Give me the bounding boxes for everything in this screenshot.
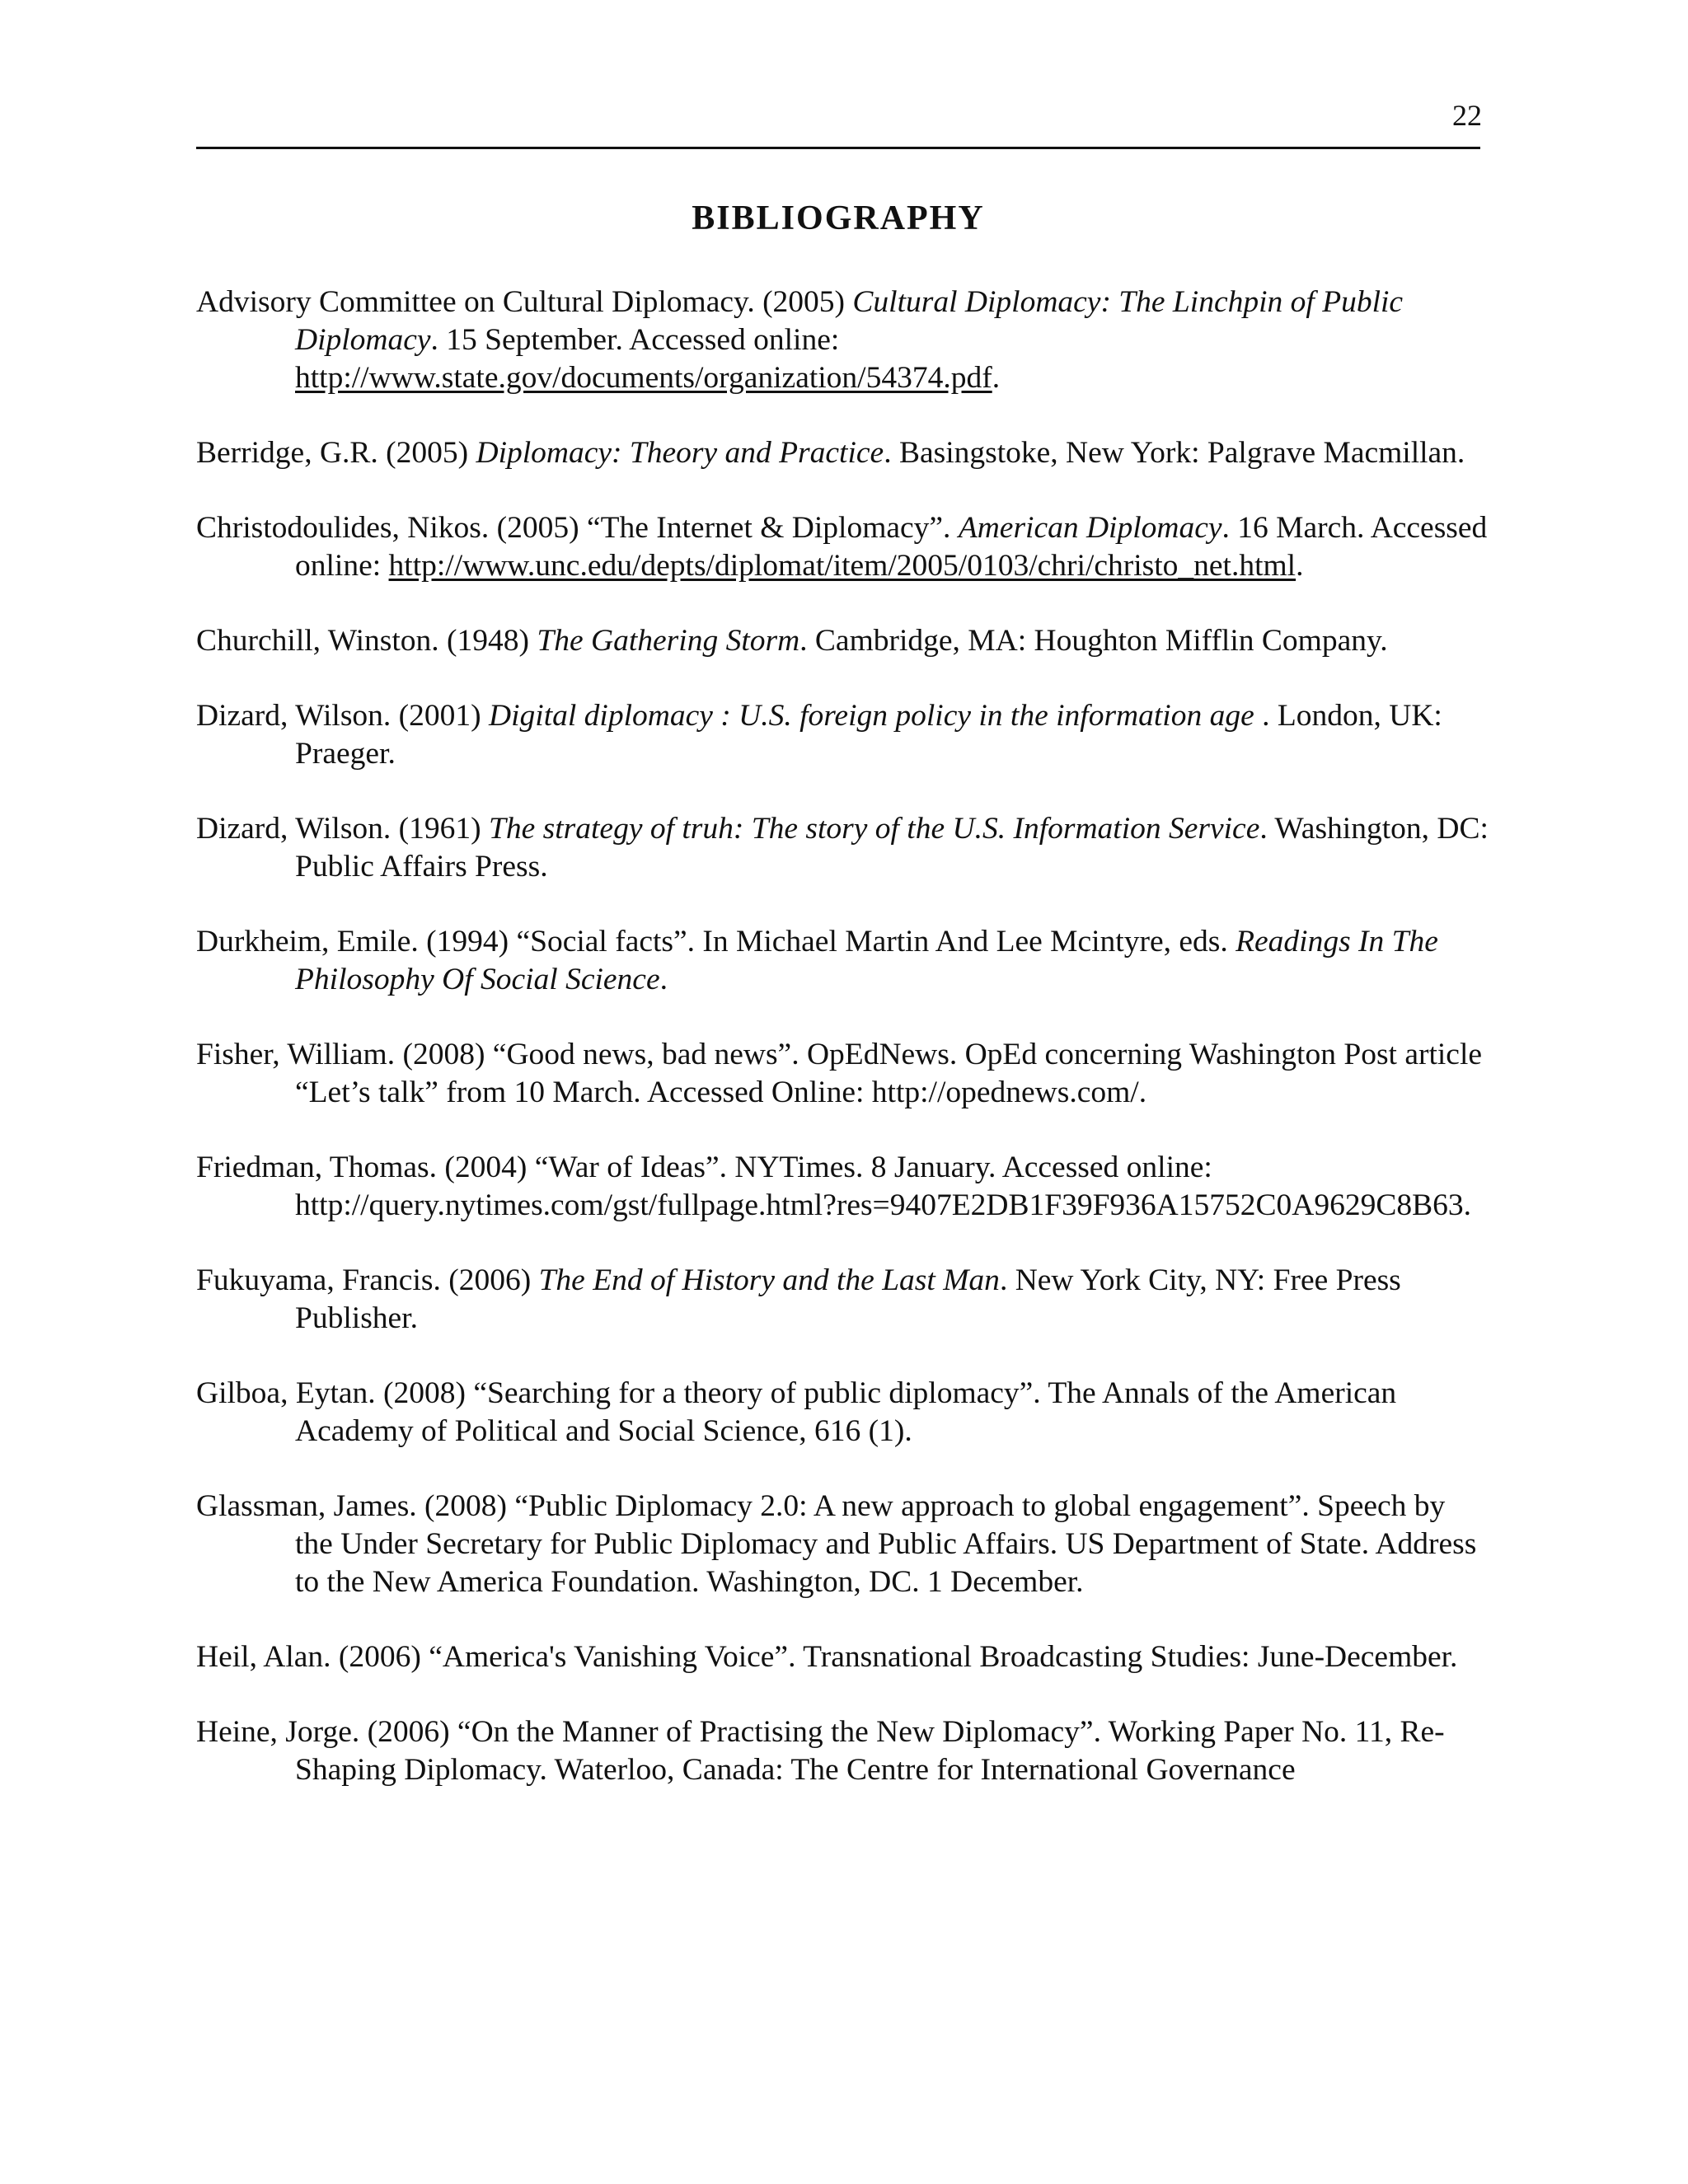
page-number: 22 — [1452, 99, 1482, 132]
entry-title-italic: Readings In The Philosophy Of Social Science — [295, 925, 1438, 996]
entry-text: Dizard, Wilson. (1961) — [196, 812, 490, 846]
bib-entry-glassman — [196, 1488, 1490, 1601]
entry-text: Advisory Committee on Cultural Diplomacy. (2005) — [196, 285, 853, 319]
entry-text: . 15 September. Accessed online: — [430, 323, 840, 357]
bib-entry-fisher — [196, 1036, 1490, 1112]
bib-entry-gilboa — [196, 1375, 1490, 1451]
entry-url-link[interactable]: http://www.unc.edu/depts/diplomat/item/2005/0103/chri/christo_net.html — [388, 549, 1296, 583]
bib-entry-dizard-1961 — [196, 810, 1490, 886]
entry-text: . Cambridge, MA: Houghton Mifflin Company. — [799, 624, 1388, 658]
bib-entry-heil — [196, 1638, 1490, 1676]
bib-entry-dizard-2001 — [196, 697, 1490, 773]
entry-text: Glassman, James. (2008) “Public Diplomacy 2.0: A new approach to global engagement”. Speech by the Under Secretary for Public Diplomacy and Public Affairs. US Department of State. Address to the New America Foundation. Washington, DC. 1 December. — [196, 1489, 1477, 1599]
entry-title-italic: Diplomacy: Theory and Practice — [476, 436, 884, 470]
entry-text: Berridge, G.R. (2005) — [196, 436, 476, 470]
entry-text: . New York City, NY: Free Press Publisher. — [295, 1263, 1401, 1335]
page-title: BIBLIOGRAPHY — [692, 199, 985, 237]
entry-text: Christodoulides, Nikos. (2005) “The Internet & Diplomacy”. — [196, 511, 959, 545]
bib-entry-durkheim — [196, 923, 1490, 999]
entry-text: Durkheim, Emile. (1994) “Social facts”. In Michael Martin And Lee Mcintyre, eds. — [196, 925, 1236, 958]
entry-text: . — [992, 361, 1001, 395]
bib-entry-christodoulides — [196, 509, 1490, 585]
entry-title-italic: The Gathering Storm — [537, 624, 800, 658]
bib-entry-friedman — [196, 1149, 1490, 1225]
entry-text: . — [659, 963, 668, 996]
entry-text: Dizard, Wilson. (2001) — [196, 699, 490, 733]
entry-text: Fisher, William. (2008) “Good news, bad news”. OpEdNews. OpEd concerning Washington Post article “Let’s talk” from 10 March. Accessed Online: http://opednews.com/. — [196, 1038, 1483, 1109]
bib-entry-heine — [196, 1713, 1490, 1789]
bib-entry-churchill — [196, 622, 1490, 660]
entry-url-link[interactable]: http://www.state.gov/documents/organization/54374.pdf — [295, 361, 992, 395]
entry-text: . Washington, DC: Public Affairs Press. — [295, 812, 1489, 883]
entry-text: . London, UK: Praeger. — [295, 699, 1442, 771]
entry-title-italic: American Diplomacy — [958, 511, 1222, 545]
entry-text: Churchill, Winston. (1948) — [196, 624, 537, 658]
entry-title-italic: Digital diplomacy : U.S. foreign policy in the information age — [489, 699, 1254, 733]
entry-text: . — [1296, 549, 1304, 583]
bib-entry-fukuyama — [196, 1262, 1490, 1338]
entry-title-italic: The strategy of truh: The story of the U.S. Information Service — [489, 812, 1260, 846]
entry-text: Heine, Jorge. (2006) “On the Manner of Practising the New Diplomacy”. Working Paper No. 11, Re-Shaping Diplomacy. Waterloo, Canada: The Centre for International Governance — [196, 1715, 1445, 1787]
entry-text: Gilboa, Eytan. (2008) “Searching for a theory of public diplomacy”. The Annals of the American Academy of Political and Social Science, 616 (1). — [196, 1376, 1397, 1448]
entry-text: Heil, Alan. (2006) “America's Vanishing Voice”. Transnational Broadcasting Studies: June-December. — [196, 1640, 1458, 1674]
bibliography-list — [196, 284, 1490, 1826]
header-rule — [196, 147, 1480, 149]
entry-text: . 16 March. Accessed online: — [295, 511, 1488, 583]
entry-title-italic: The End of History and the Last Man — [538, 1263, 1000, 1297]
bib-entry-advisory-committee — [196, 284, 1490, 397]
entry-text: . Basingstoke, New York: Palgrave Macmillan. — [884, 436, 1465, 470]
entry-text: Friedman, Thomas. (2004) “War of Ideas”. NYTimes. 8 January. Accessed online: http://query.nytimes.com/gst/fullpage.html?res=9407E2DB1F39F936A15752C0A9629C8B63. — [196, 1151, 1471, 1222]
bib-entry-berridge — [196, 434, 1490, 472]
entry-title-italic: Cultural Diplomacy: The Linchpin of Public Diplomacy — [295, 285, 1404, 357]
entry-text: Fukuyama, Francis. (2006) — [196, 1263, 539, 1297]
